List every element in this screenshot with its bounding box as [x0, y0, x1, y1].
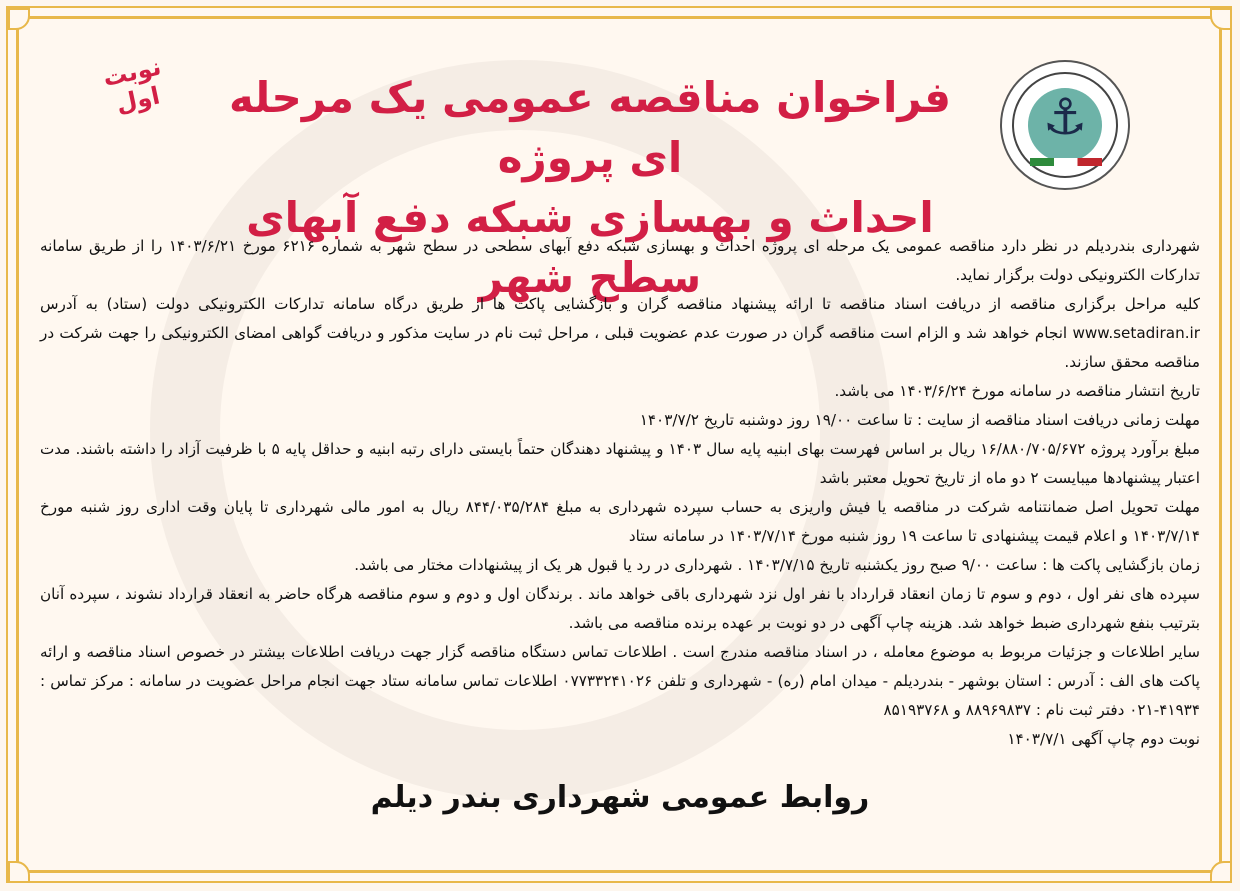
title-line-1: فراخوان مناقصه عمومی یک مرحله ای پروژه — [228, 73, 952, 182]
paragraph: سپرده های نفر اول ، دوم و سوم تا زمان انعقاد قرارداد با نفر اول نزد شهرداری باقی خواهد ماند . برندگان اول و دوم و سوم مناقصه هرگاه حاضر به انعقاد قرارداد نشوند ، سپرده آنان بترتیب بنفع شهرداری ضبط خواهد شد. هزینه چاپ آگهی در دو نوبت بر عهده برنده مناقصه می باشد. — [40, 585, 1200, 632]
paragraph: سایر اطلاعات و جزئیات مربوط به موضوع معامله ، در اسناد مناقصه مندرج است . اطلاعات تماس دستگاه مناقصه گزار جهت دریافت اطلاعات بیشتر در خصوص اسناد مناقصه و ارائه پاکت های الف : آدرس : استان بوشهر - بندردیلم - میدان امام (ره) - شهرداری و تلفن ۰۷۷۳۳۲۴۱۰۲۶ اطلاعات تماس سامانه ستاد جهت انجام مراحل عضویت در سامانه : مرکز تماس : ۴۱۹۳۴-۰۲۱ دفتر ثبت نام : ۸۸۹۶۹۸۳۷ و ۸۵۱۹۳۷۶۸ — [40, 643, 1201, 719]
signature-footer: روابط عمومی شهرداری بندر دیلم — [370, 780, 870, 815]
paragraph: شهرداری بندردیلم در نظر دارد مناقصه عمومی یک مرحله ای پروژه احداث و بهسازی شبکه دفع آبهای سطحی در سطح شهر به شماره ۶۲۱۶ مورخ ۱۴۰۳/۶/۲۱ را از طریق سامانه تدارکات الکترونیکی دولت برگزار نماید. — [40, 237, 1200, 284]
corner-ornament — [1210, 861, 1232, 883]
paragraph: مبلغ برآورد پروژه ۱۶/۸۸۰/۷۰۵/۶۷۲ ریال بر اساس فهرست بهای ابنیه پایه سال ۱۴۰۳ و پیشنهاد دهندگان حتماً بایستی دارای رتبه ابنیه و حداقل پایه ۵ با ظرفیت آزاد را داشته باشند. مدت اعتبار پیشنهادها میبایست ۲ دو ماه از تاریخ تحویل معتبر باشد — [40, 440, 1200, 487]
paragraph: تاریخ انتشار مناقصه در سامانه مورخ ۱۴۰۳/۶/۲۴ می باشد. — [834, 382, 1200, 400]
title-line-2: احداث و بهسازی شبکه دفع آبهای سطح شهر — [246, 193, 934, 302]
paragraph: زمان بازگشایی پاکت ها : ساعت ۹/۰۰ صبح روز یکشنبه تاریخ ۱۴۰۳/۷/۱۵ . شهرداری در رد یا قبول هر یک از پیشنهادات مختار می باشد. — [354, 556, 1200, 574]
paragraph: نوبت دوم چاپ آگهی ۱۴۰۳/۷/۱ — [1007, 730, 1200, 748]
paragraph: کلیه مراحل برگزاری مناقصه از دریافت اسناد مناقصه تا ارائه پیشنهاد مناقصه گران و بازگشایی پاکت ها از طریق درگاه سامانه تدارکات الکترونیکی دولت (ستاد) به آدرس www.setadiran.ir انجام خواهد شد و الزام است مناقصه گران در صورت عدم عضویت قبلی ، مراحل ثبت نام در سایت مذکور و دریافت گواهی امضای الکترونیکی را جهت شرکت در مناقصه محقق سازند. — [40, 295, 1200, 371]
navy-anchor-emblem-icon: ⚓ — [1000, 60, 1130, 190]
edition-badge: نوبت اول — [100, 52, 164, 118]
paragraph: مهلت تحویل اصل ضمانتنامه شرکت در مناقصه یا فیش واریزی به حساب سپرده شهرداری به مبلغ ۸۴۴/۰۳۵/۲۸۴ ریال به امور مالی شهرداری تا پایان وقت اداری روز شنبه مورخ ۱۴۰۳/۷/۱۴ و اعلام قیمت پیشنهادی تا ساعت ۱۹ روز شنبه مورخ ۱۴۰۳/۷/۱۴ در سامانه ستاد — [40, 498, 1200, 545]
paragraph: مهلت زمانی دریافت اسناد مناقصه از سایت : تا ساعت ۱۹/۰۰ روز دوشنبه تاریخ ۱۴۰۳/۷/۲ — [639, 411, 1200, 429]
announcement-body — [40, 232, 1200, 754]
